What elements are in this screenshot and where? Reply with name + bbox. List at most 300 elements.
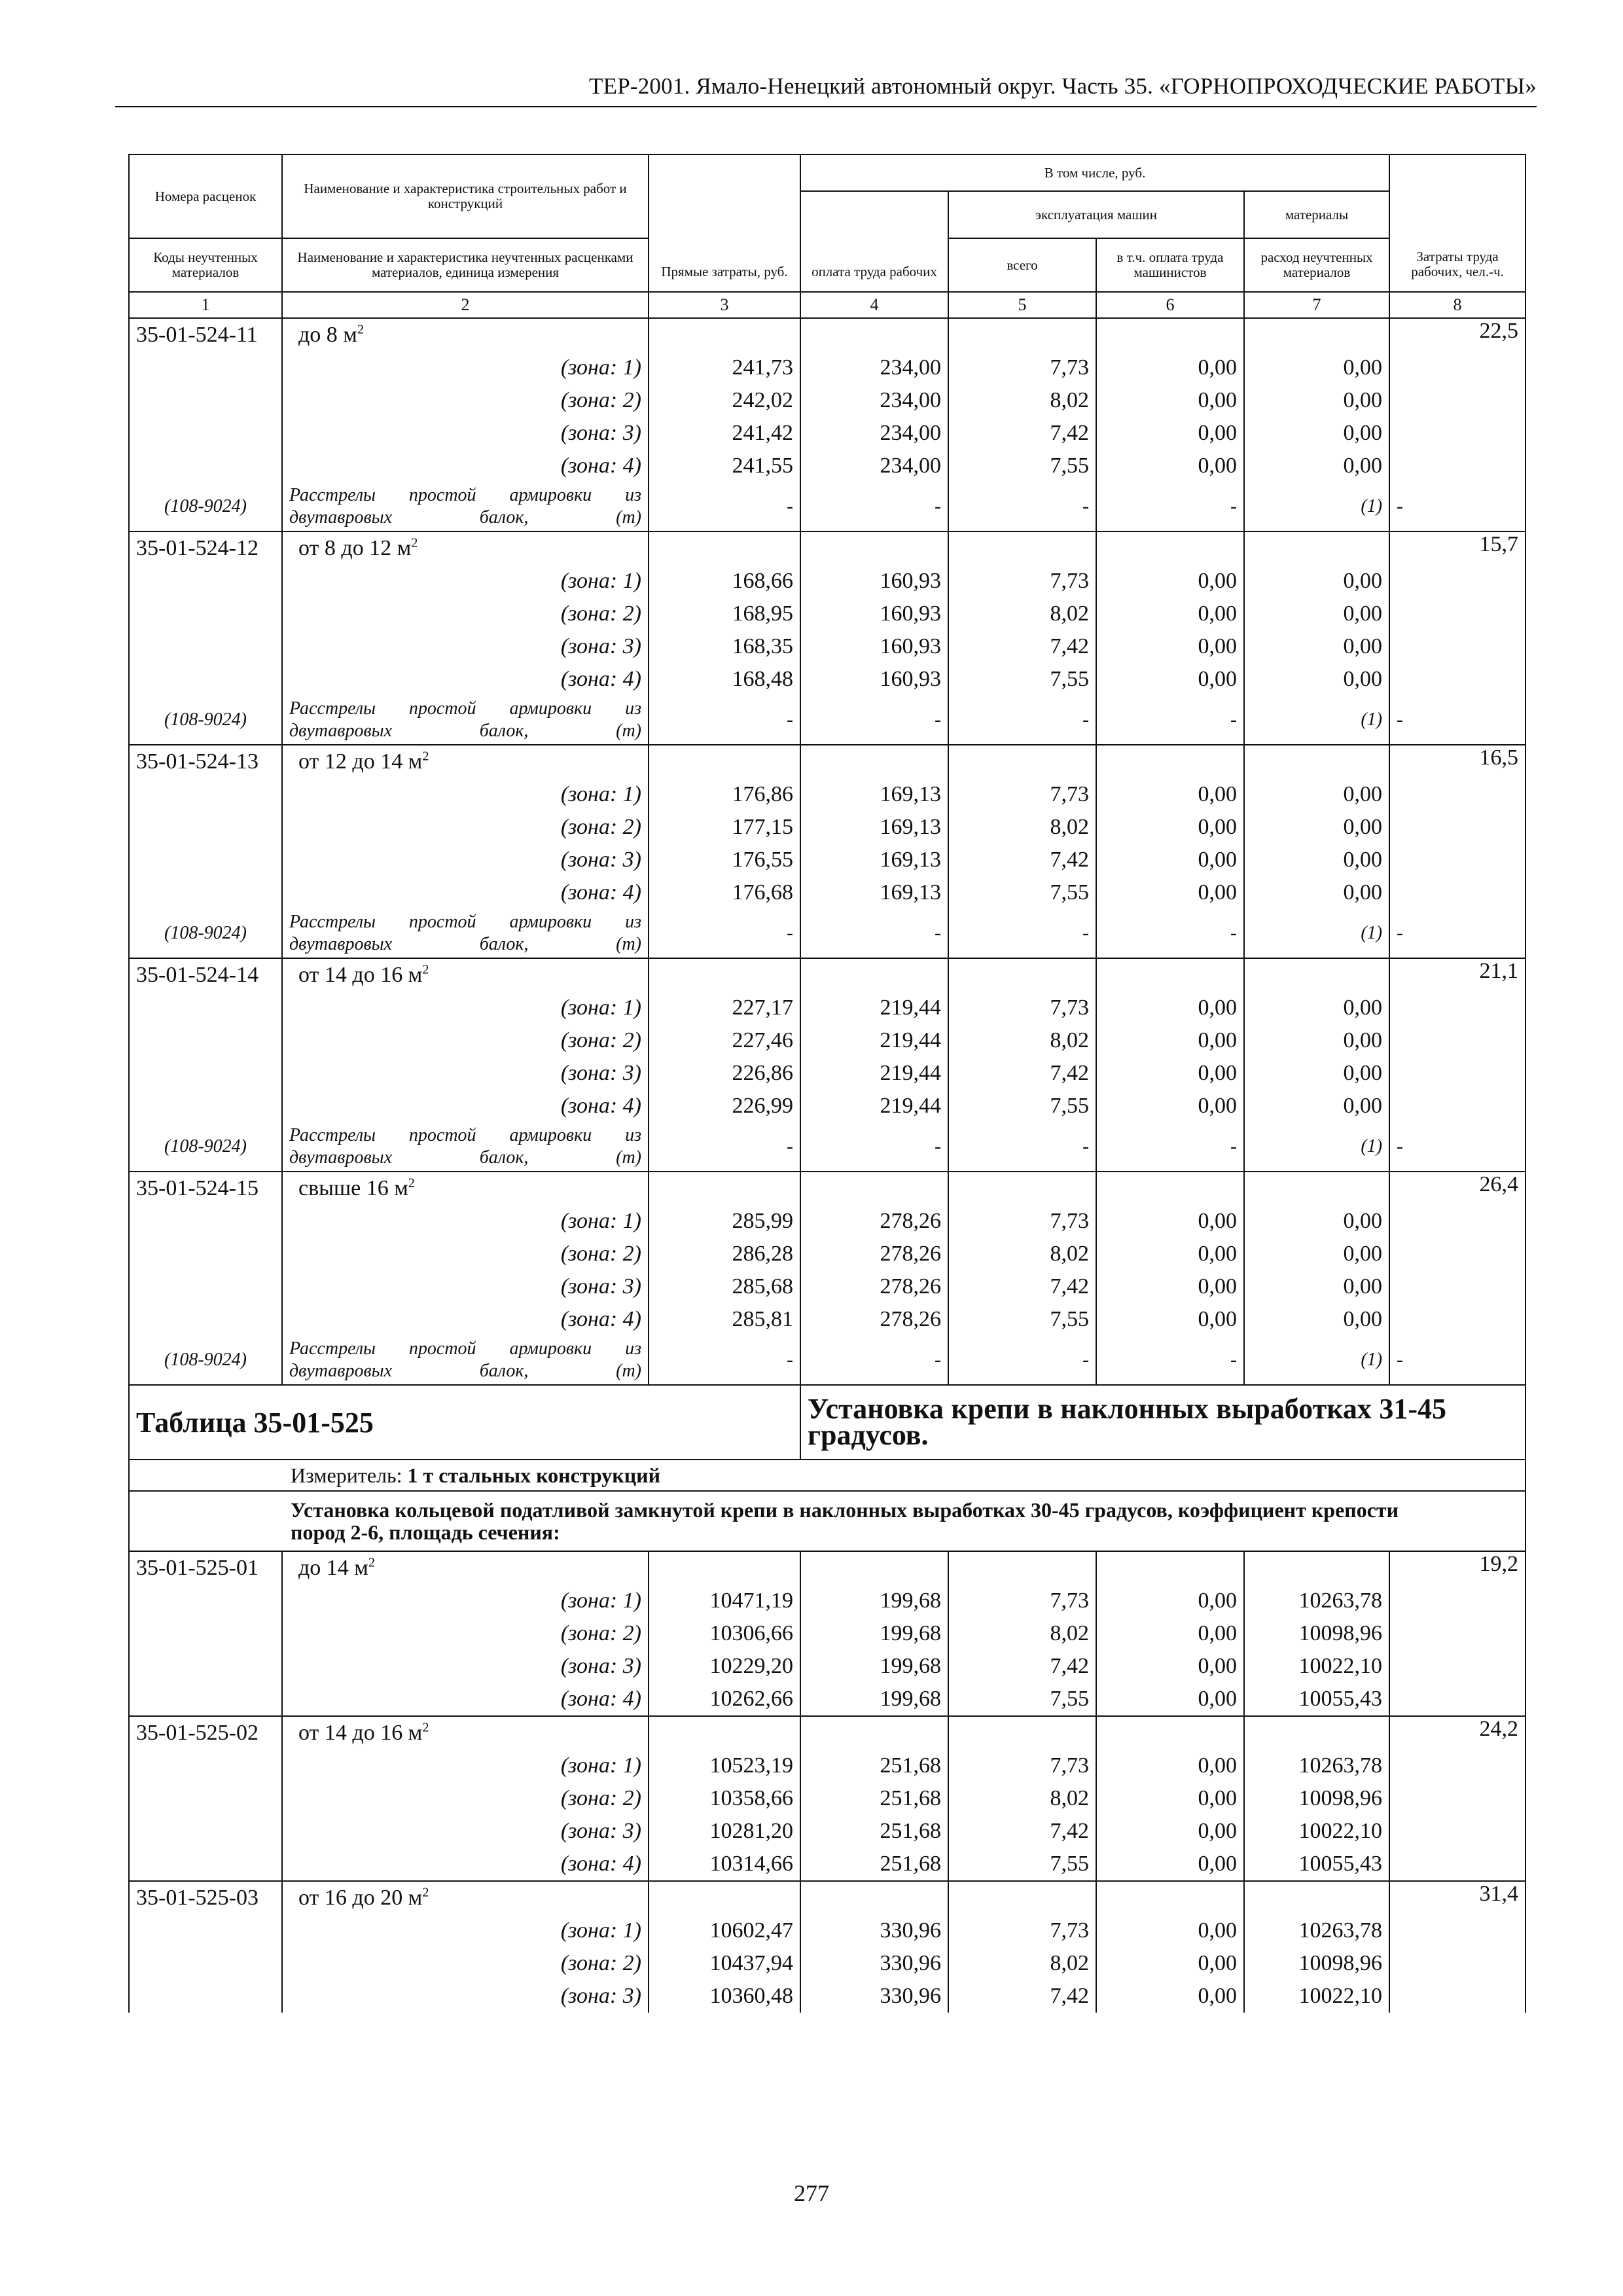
unit-superscript: 2 [368, 1555, 376, 1570]
rate-name [282, 1551, 649, 1585]
operator-wage: 0,00 [1096, 1024, 1244, 1057]
material-code: (108-9024) [129, 909, 282, 958]
col-naimen-mat: Наименование и характеристика неучтенных расценками материалов, единица измерения [282, 238, 649, 292]
labor-cost: 22,5 [1389, 318, 1525, 351]
zone-label: (зона: 3) [282, 1057, 649, 1090]
operator-wage: 0,00 [1096, 1585, 1244, 1617]
empty-cell [129, 1683, 282, 1716]
empty-cell [1389, 1683, 1525, 1716]
empty-cell [800, 1716, 948, 1749]
table-body-525 [129, 1551, 1525, 2013]
machine-cost: 8,02 [948, 384, 1096, 417]
col-num: 3 [649, 292, 800, 318]
machine-cost: 7,55 [948, 1683, 1096, 1716]
material-dash: - [649, 909, 800, 958]
wage-cost: 234,00 [800, 450, 948, 482]
empty-cell [129, 1749, 282, 1782]
direct-cost: 286,28 [649, 1238, 800, 1270]
measure-value: 1 т стальных конструкций [407, 1463, 661, 1487]
operator-wage: 0,00 [1096, 1683, 1244, 1716]
machine-cost: 7,55 [948, 1303, 1096, 1336]
empty-cell [1389, 811, 1525, 844]
zone-row [129, 1585, 1525, 1617]
material-cost: 0,00 [1244, 384, 1389, 417]
zone-label: (зона: 2) [282, 1782, 649, 1815]
machine-cost: 8,02 [948, 1947, 1096, 1980]
zone-row [129, 1238, 1525, 1270]
zone-row [129, 1914, 1525, 1947]
operator-wage: 0,00 [1096, 1270, 1244, 1303]
machine-cost: 7,42 [948, 1650, 1096, 1683]
rate-code: 35-01-524-11 [129, 318, 282, 351]
operator-wage: 0,00 [1096, 992, 1244, 1024]
direct-cost: 10437,94 [649, 1947, 800, 1980]
operator-wage: 0,00 [1096, 1057, 1244, 1090]
empty-cell [1389, 1205, 1525, 1238]
machine-cost: 7,73 [948, 565, 1096, 598]
machine-cost: 7,42 [948, 1057, 1096, 1090]
direct-cost: 241,55 [649, 450, 800, 482]
material-cost: 0,00 [1244, 778, 1389, 811]
zone-row [129, 1303, 1525, 1336]
empty-cell [1389, 1238, 1525, 1270]
empty-cell [1244, 1551, 1389, 1585]
empty-cell [129, 1815, 282, 1848]
col-materialy: материалы [1244, 191, 1389, 238]
zone-row [129, 992, 1525, 1024]
empty-cell [1389, 1650, 1525, 1683]
zone-label: (зона: 1) [282, 1205, 649, 1238]
col-vsego: всего [948, 238, 1096, 292]
empty-cell [1389, 450, 1525, 482]
wage-cost: 169,13 [800, 778, 948, 811]
column-numbers-row [129, 292, 1525, 318]
zone-label: (зона: 1) [282, 1914, 649, 1947]
measure-line [129, 1460, 1525, 1491]
machine-cost: 7,73 [948, 1585, 1096, 1617]
empty-cell [1096, 1716, 1244, 1749]
zone-row [129, 1270, 1525, 1303]
empty-cell [129, 351, 282, 384]
empty-cell [129, 1090, 282, 1122]
material-row [129, 1122, 1525, 1172]
zone-label: (зона: 4) [282, 876, 649, 909]
empty-cell [1389, 1090, 1525, 1122]
empty-cell [1389, 844, 1525, 876]
wage-cost: 160,93 [800, 565, 948, 598]
operator-wage: 0,00 [1096, 1238, 1244, 1270]
operator-wage: 0,00 [1096, 1815, 1244, 1848]
col-naimen: Наименование и характеристика строительных работ и конструкций [282, 154, 649, 238]
machine-cost: 7,73 [948, 351, 1096, 384]
zone-label: (зона: 1) [282, 1749, 649, 1782]
empty-cell [948, 531, 1096, 565]
col-num: 1 [129, 292, 282, 318]
machine-cost: 7,55 [948, 1090, 1096, 1122]
material-cost: 10022,10 [1244, 1815, 1389, 1848]
machine-cost: 8,02 [948, 1024, 1096, 1057]
wage-cost: 219,44 [800, 1090, 948, 1122]
zone-label: (зона: 2) [282, 598, 649, 630]
machine-cost: 7,42 [948, 1980, 1096, 2013]
direct-cost: 177,15 [649, 811, 800, 844]
material-cost: 10098,96 [1244, 1947, 1389, 1980]
material-dash: - [1096, 1122, 1244, 1172]
material-dash: - [1096, 482, 1244, 531]
col-zatraty: Затраты труда рабочих, чел.-ч. [1389, 154, 1525, 292]
material-dash: - [948, 1336, 1096, 1385]
operator-wage: 0,00 [1096, 1650, 1244, 1683]
material-cost: 0,00 [1244, 1057, 1389, 1090]
header-title: ТЕР-2001. Ямало-Ненецкий автономный округ. Часть 35. «ГОРНОПРОХОДЧЕСКИЕ РАБОТЫ» [589, 73, 1537, 99]
direct-cost: 285,99 [649, 1205, 800, 1238]
rate-row [129, 1716, 1525, 1749]
empty-cell [1096, 318, 1244, 351]
machine-cost: 7,73 [948, 1914, 1096, 1947]
zone-row [129, 1090, 1525, 1122]
zone-row [129, 1848, 1525, 1881]
empty-cell [129, 992, 282, 1024]
material-cost: 10098,96 [1244, 1617, 1389, 1650]
zone-label: (зона: 2) [282, 1024, 649, 1057]
direct-cost: 10281,20 [649, 1815, 800, 1848]
direct-cost: 10360,48 [649, 1980, 800, 2013]
wage-cost: 330,96 [800, 1980, 948, 2013]
unit-superscript: 2 [357, 322, 365, 337]
wage-cost: 278,26 [800, 1205, 948, 1238]
operator-wage: 0,00 [1096, 663, 1244, 696]
operator-wage: 0,00 [1096, 811, 1244, 844]
empty-cell [129, 1024, 282, 1057]
zone-label: (зона: 2) [282, 811, 649, 844]
unit-superscript: 2 [408, 1175, 415, 1191]
zone-row [129, 1980, 1525, 2013]
empty-cell [1389, 1617, 1525, 1650]
table-525-label: Таблица 35-01-525 [129, 1385, 800, 1460]
page-header [115, 68, 1537, 107]
machine-cost: 8,02 [948, 811, 1096, 844]
wage-cost: 278,26 [800, 1270, 948, 1303]
rate-name-text: до 14 м [298, 1556, 368, 1580]
zone-row [129, 876, 1525, 909]
direct-cost: 176,55 [649, 844, 800, 876]
col-pryamye: Прямые затраты, руб. [649, 154, 800, 292]
wage-cost: 199,68 [800, 1683, 948, 1716]
material-code: (108-9024) [129, 1336, 282, 1385]
rate-name-text: от 12 до 14 м [298, 749, 423, 774]
rate-code: 35-01-524-15 [129, 1172, 282, 1205]
direct-cost: 176,68 [649, 876, 800, 909]
material-cost: 0,00 [1244, 1090, 1389, 1122]
empty-cell [1244, 1172, 1389, 1205]
zone-row [129, 778, 1525, 811]
rate-code: 35-01-525-02 [129, 1716, 282, 1749]
machine-cost: 7,55 [948, 663, 1096, 696]
labor-cost: 21,1 [1389, 958, 1525, 992]
material-cost: 0,00 [1244, 992, 1389, 1024]
machine-cost: 7,42 [948, 417, 1096, 450]
empty-cell [129, 1238, 282, 1270]
empty-cell [1389, 992, 1525, 1024]
material-cost: 10098,96 [1244, 1782, 1389, 1815]
wage-cost: 330,96 [800, 1914, 948, 1947]
empty-cell [1244, 1881, 1389, 1914]
material-cost: 0,00 [1244, 876, 1389, 909]
machine-cost: 8,02 [948, 598, 1096, 630]
wage-cost: 234,00 [800, 351, 948, 384]
zone-row [129, 1947, 1525, 1980]
material-name: Расстрелы простой армировки из двутавровых балок, (т) [282, 1336, 649, 1385]
zone-label: (зона: 3) [282, 1815, 649, 1848]
empty-cell [129, 1585, 282, 1617]
material-cost: 10022,10 [1244, 1650, 1389, 1683]
wage-cost: 251,68 [800, 1782, 948, 1815]
empty-cell [1389, 565, 1525, 598]
material-dash: - [800, 1122, 948, 1172]
empty-cell [1389, 384, 1525, 417]
zone-label: (зона: 3) [282, 630, 649, 663]
zone-row [129, 1749, 1525, 1782]
col-ekspl: эксплуатация машин [948, 191, 1244, 238]
machine-cost: 7,73 [948, 1205, 1096, 1238]
material-dash: - [1389, 696, 1525, 745]
empty-cell [1389, 1914, 1525, 1947]
operator-wage: 0,00 [1096, 1947, 1244, 1980]
zone-label: (зона: 4) [282, 450, 649, 482]
empty-cell [948, 958, 1096, 992]
material-cost: 10055,43 [1244, 1683, 1389, 1716]
rate-name [282, 318, 649, 351]
material-code: (108-9024) [129, 1122, 282, 1172]
zone-label: (зона: 4) [282, 1683, 649, 1716]
col-num: 2 [282, 292, 649, 318]
zone-row [129, 1650, 1525, 1683]
zone-row [129, 598, 1525, 630]
rate-name [282, 1172, 649, 1205]
empty-cell [129, 1205, 282, 1238]
rate-name [282, 1881, 649, 1914]
empty-cell [129, 876, 282, 909]
operator-wage: 0,00 [1096, 1205, 1244, 1238]
machine-cost: 8,02 [948, 1238, 1096, 1270]
material-code: (108-9024) [129, 696, 282, 745]
material-name: Расстрелы простой армировки из двутавровых балок, (т) [282, 482, 649, 531]
zone-row [129, 384, 1525, 417]
direct-cost: 242,02 [649, 384, 800, 417]
material-dash: - [800, 1336, 948, 1385]
zone-row [129, 351, 1525, 384]
empty-cell [1389, 663, 1525, 696]
material-dash: - [649, 482, 800, 531]
operator-wage: 0,00 [1096, 876, 1244, 909]
wage-cost: 160,93 [800, 598, 948, 630]
empty-cell [129, 1914, 282, 1947]
unit-superscript: 2 [422, 962, 429, 977]
machine-cost: 7,42 [948, 1270, 1096, 1303]
empty-cell [129, 1782, 282, 1815]
direct-cost: 227,17 [649, 992, 800, 1024]
col-num: 6 [1096, 292, 1244, 318]
empty-cell [129, 663, 282, 696]
wage-cost: 219,44 [800, 992, 948, 1024]
operator-wage: 0,00 [1096, 1749, 1244, 1782]
wage-cost: 234,00 [800, 384, 948, 417]
labor-cost: 24,2 [1389, 1716, 1525, 1749]
zone-label: (зона: 1) [282, 351, 649, 384]
wage-cost: 169,13 [800, 876, 948, 909]
empty-cell [649, 1716, 800, 1749]
col-kody: Коды неучтенных материалов [129, 238, 282, 292]
direct-cost: 10306,66 [649, 1617, 800, 1650]
zone-label: (зона: 4) [282, 1090, 649, 1122]
material-cost: 10263,78 [1244, 1914, 1389, 1947]
operator-wage: 0,00 [1096, 1914, 1244, 1947]
rate-code: 35-01-525-01 [129, 1551, 282, 1585]
empty-cell [1244, 958, 1389, 992]
direct-cost: 241,73 [649, 351, 800, 384]
material-cost: 10055,43 [1244, 1848, 1389, 1881]
empty-cell [1244, 531, 1389, 565]
material-dash: - [649, 1336, 800, 1385]
col-num: 4 [800, 292, 948, 318]
operator-wage: 0,00 [1096, 1980, 1244, 2013]
rate-code: 35-01-525-03 [129, 1881, 282, 1914]
zone-label: (зона: 1) [282, 565, 649, 598]
empty-cell [1389, 1303, 1525, 1336]
material-cost: 10263,78 [1244, 1585, 1389, 1617]
table-body-524 [129, 318, 1525, 1385]
machine-cost: 7,42 [948, 844, 1096, 876]
rate-name [282, 531, 649, 565]
empty-cell [1096, 1881, 1244, 1914]
zone-row [129, 417, 1525, 450]
zone-label: (зона: 3) [282, 1980, 649, 2013]
material-cost: 0,00 [1244, 630, 1389, 663]
material-qty: (1) [1244, 482, 1389, 531]
empty-cell [129, 630, 282, 663]
material-qty: (1) [1244, 1336, 1389, 1385]
empty-cell [129, 1947, 282, 1980]
zone-label: (зона: 1) [282, 1585, 649, 1617]
empty-cell [129, 811, 282, 844]
empty-cell [649, 531, 800, 565]
zone-label: (зона: 3) [282, 417, 649, 450]
material-dash: - [948, 909, 1096, 958]
empty-cell [1389, 1848, 1525, 1881]
zone-row [129, 1057, 1525, 1090]
rate-row [129, 318, 1525, 351]
rate-row [129, 531, 1525, 565]
direct-cost: 168,48 [649, 663, 800, 696]
empty-cell [800, 745, 948, 778]
col-num: 7 [1244, 292, 1389, 318]
wage-cost: 251,68 [800, 1815, 948, 1848]
zone-label: (зона: 4) [282, 663, 649, 696]
empty-cell [1389, 630, 1525, 663]
operator-wage: 0,00 [1096, 630, 1244, 663]
empty-cell [1096, 531, 1244, 565]
empty-cell [1244, 318, 1389, 351]
col-num: 5 [948, 292, 1096, 318]
machine-cost: 7,42 [948, 630, 1096, 663]
rate-name [282, 745, 649, 778]
material-dash: - [649, 1122, 800, 1172]
zone-row [129, 1782, 1525, 1815]
empty-cell [649, 1551, 800, 1585]
rate-name-text: от 16 до 20 м [298, 1886, 423, 1910]
direct-cost: 226,86 [649, 1057, 800, 1090]
direct-cost: 226,99 [649, 1090, 800, 1122]
zone-label: (зона: 3) [282, 1270, 649, 1303]
material-qty: (1) [1244, 909, 1389, 958]
empty-cell [129, 1848, 282, 1881]
empty-cell [649, 745, 800, 778]
rate-name [282, 1716, 649, 1749]
empty-cell [1389, 1024, 1525, 1057]
col-oplata: оплата труда рабочих [800, 191, 948, 292]
zone-label: (зона: 4) [282, 1303, 649, 1336]
wage-cost: 251,68 [800, 1749, 948, 1782]
labor-cost: 19,2 [1389, 1551, 1525, 1585]
empty-cell [1096, 745, 1244, 778]
empty-cell [129, 417, 282, 450]
empty-cell [1389, 778, 1525, 811]
zone-label: (зона: 2) [282, 1238, 649, 1270]
empty-cell [948, 745, 1096, 778]
direct-cost: 10262,66 [649, 1683, 800, 1716]
table-525-subtitle: Установка кольцевой податливой замкнутой крепи в наклонных выработках 30-45 градусов, коэффициент крепости пород 2-6, площадь сечения: [129, 1491, 1525, 1551]
empty-cell [129, 1980, 282, 2013]
empty-cell [129, 1303, 282, 1336]
rate-name [282, 958, 649, 992]
machine-cost: 7,55 [948, 1848, 1096, 1881]
machine-cost: 7,55 [948, 450, 1096, 482]
labor-cost: 15,7 [1389, 531, 1525, 565]
empty-cell [1389, 1815, 1525, 1848]
material-cost: 0,00 [1244, 844, 1389, 876]
empty-cell [1389, 1980, 1525, 2013]
zone-label: (зона: 2) [282, 1947, 649, 1980]
empty-cell [948, 1551, 1096, 1585]
material-dash: - [1389, 1122, 1525, 1172]
empty-cell [800, 958, 948, 992]
empty-cell [800, 1551, 948, 1585]
rate-code: 35-01-524-12 [129, 531, 282, 565]
empty-cell [129, 844, 282, 876]
rate-name-text: от 8 до 12 м [298, 536, 412, 560]
machine-cost: 7,55 [948, 876, 1096, 909]
wage-cost: 199,68 [800, 1617, 948, 1650]
empty-cell [1389, 1782, 1525, 1815]
operator-wage: 0,00 [1096, 450, 1244, 482]
col-vtch: в т.ч. оплата труда машинистов [1096, 238, 1244, 292]
empty-cell [1389, 1057, 1525, 1090]
operator-wage: 0,00 [1096, 384, 1244, 417]
wage-cost: 234,00 [800, 417, 948, 450]
material-dash: - [800, 482, 948, 531]
material-row [129, 482, 1525, 531]
wage-cost: 330,96 [800, 1947, 948, 1980]
wage-cost: 160,93 [800, 663, 948, 696]
operator-wage: 0,00 [1096, 417, 1244, 450]
direct-cost: 176,86 [649, 778, 800, 811]
zone-row [129, 811, 1525, 844]
empty-cell [800, 318, 948, 351]
empty-cell [1389, 1585, 1525, 1617]
material-dash: - [1096, 1336, 1244, 1385]
labor-cost: 31,4 [1389, 1881, 1525, 1914]
rate-code: 35-01-524-13 [129, 745, 282, 778]
